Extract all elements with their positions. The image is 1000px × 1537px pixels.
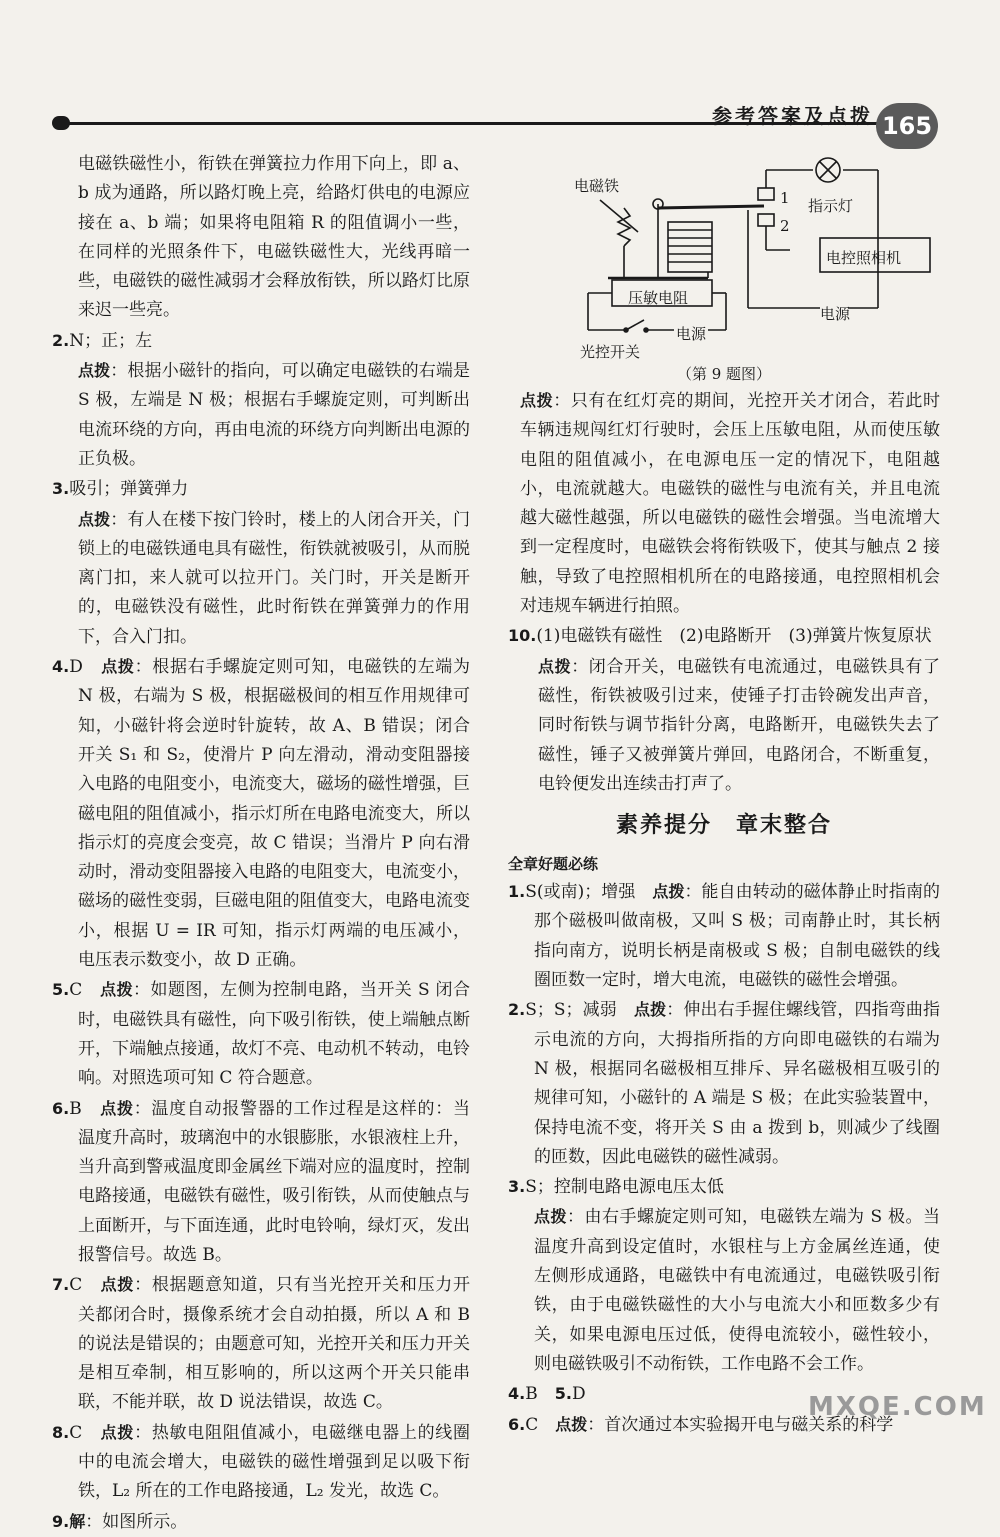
circuit-figure — [508, 150, 940, 361]
answer-number: 4. — [508, 1384, 526, 1404]
site-watermark: MXQE.COM — [808, 1392, 987, 1422]
answer-text: D — [69, 657, 83, 678]
tip-label: 点拨 — [538, 656, 572, 676]
tip-text: ：由右手螺旋定则可知，电磁铁左端为 S 极。当温度升高到设定值时，水银柱与上方金属丝连通，使左侧形成通路，电磁铁中有电流通过，电磁铁吸引衔铁，由于电磁铁磁性的大小与电流大小和匝数多少有关，如果电源电压过低，使得电流较小，磁性较小，则电磁铁吸引不动衔铁，工作电路不会工作。 — [534, 1207, 940, 1374]
answer-text: C — [69, 1275, 83, 1296]
tip-label: 点拨 — [100, 1275, 135, 1295]
tip-text: ：温度自动报警器的工作过程是这样的：当温度升高时，玻璃泡中的水银膨胀，水银液柱上升，当升高到警戒温度即金属丝下端对应的温度时，控制电路接通，电磁铁有磁性，吸引衔铁，从而使触点与上面断开，与下面连通，此时电铃响，绿灯灭，发出报警信号。故选 B。 — [78, 1098, 470, 1265]
tip-label: 点拨 — [555, 1414, 588, 1434]
header-title: 参考答案及点拨 — [712, 104, 873, 128]
tip-text: ：首次通过本实验揭开电与磁关系的科学 — [587, 1414, 894, 1435]
lamp-label: 指示灯 — [808, 197, 854, 215]
tip-label: 点拨 — [100, 980, 134, 1000]
pressure-resistor-label: 压敏电阻 — [628, 289, 689, 307]
power-label-2: 电源 — [820, 305, 851, 323]
page-header — [0, 0, 1000, 150]
review-tip-3 — [508, 1202, 940, 1379]
review-answer-2 — [508, 995, 940, 1172]
tip-text: ：根据右手螺旋定则可知，电磁铁的左端为 N 极，右端为 S 极，根据磁极间的相互作用规律可知，小磁针将会逆时针旋转，故 A、B 错误；闭合开关 S₁ 和 S₂，使滑片 P 向左滑动，滑动变阻器接入电路的电阻变小，电流变大，磁场的磁性增强，巨磁电阻的阻值减小，指示灯所在电路电流变大，所以指示灯的亮度会变亮，故 C 错误；当滑片 P 向右滑动时，滑动变阻器接入电路的电阻变大，电流变小，磁场的磁性变弱，巨磁电阻的阻值变大，电路电流变小，根据 U = IR 可知，指示灯两端的电压减小，电压表示数变小，故 D 正确。 — [78, 657, 470, 971]
answer-number: 7. — [52, 1275, 70, 1295]
contact-1-label: 1 — [780, 189, 790, 207]
answer-text: C — [69, 980, 83, 1001]
answer-text: B — [69, 1098, 82, 1119]
tip-text: ：只有在红灯亮的期间，光控开关才闭合，若此时车辆违规闯红灯行驶时，会压上压敏电阻，从而使压敏电阻的阻值减小，在电源电压一定的情况下，电阻越小，电流就越大。电磁铁的磁性与电流有关，并且电流越大磁性越强，所以电磁铁的磁性会增强。当电流增大到一定程度时，电磁铁会将衔铁吸下，使其与触点 2 接触，导致了电控照相机所在的电路接通，电控照相机会对违规车辆进行拍照。 — [520, 391, 940, 617]
tip-text: ：有人在楼下按门铃时，楼上的人闭合开关，门锁上的电磁铁通电具有磁性，衔铁就被吸引，从而脱离门扣，来人就可以拉开门。关门时，开关是断开的，电磁铁没有磁性，此时衔铁在弹簧弹力的作用下，合入门扣。 — [78, 509, 470, 647]
tip-label: 点拨 — [652, 882, 685, 902]
tip-3 — [52, 505, 470, 652]
answer-text: N；正；左 — [69, 330, 153, 351]
tip-2 — [52, 356, 470, 474]
tip-label: 点拨 — [634, 1000, 667, 1020]
answer-number: 6. — [52, 1098, 70, 1118]
answer-5 — [52, 975, 470, 1093]
light-switch-label: 光控开关 — [580, 343, 641, 361]
answer-text: (1)电磁铁有磁性 (2)电路断开 (3)弹簧片恢复原状 — [536, 626, 932, 647]
answer-text: S(或南)；增强 — [525, 882, 636, 903]
section-title: 素养提分 章末整合 — [615, 813, 832, 839]
answer-number: 1. — [508, 882, 526, 902]
answer-2 — [52, 326, 470, 356]
review-answer-1 — [508, 877, 940, 995]
tip-label: 点拨 — [100, 1098, 134, 1118]
answer-text: 吸引；弹簧弹力 — [69, 479, 189, 500]
answer-10 — [508, 621, 940, 651]
answer-number: 9. — [52, 1511, 70, 1531]
tip-text: ：热敏电阻阻值减小，电磁继电器上的线圈中的电流会增大，电磁铁的磁性增强到足以吸下衔铁，L₂ 所在的工作电路接通，L₂ 发光，故选 C。 — [78, 1422, 470, 1502]
tip-label: 点拨 — [101, 657, 135, 677]
right-column — [508, 150, 940, 1440]
tip-text: ：如题图，左侧为控制电路，当开关 S 闭合时，电磁铁具有磁性，向下吸引衔铁，使上端触点断开，下端触点接通，故灯不亮、电动机不转动，电铃响。对照选项可知 C 符合题意。 — [78, 980, 471, 1089]
tip-label: 点拨 — [78, 509, 111, 529]
page-number: 165 — [876, 103, 938, 149]
answer-number: 5. — [52, 980, 70, 1000]
answer-number: 5. — [554, 1384, 572, 1404]
answer-text: B — [525, 1384, 538, 1405]
continued-answer: 电磁铁磁性小，衔铁在弹簧拉力作用下向上，即 a、b 成为通路，所以路灯晚上亮，给路灯供电的电源应接在 a、b 端；如果将电阻箱 R 的阻值调小一些，在同样的光照条件下，电磁铁磁性大，光线再暗一些，电磁铁的磁性减弱才会释放衔铁，所以路灯比原来迟一些亮。 — [78, 154, 470, 321]
tip-text: ：根据小磁针的指向，可以确定电磁铁的右端是 S 极，左端是 N 极；根据右手螺旋定则，可判断出电流环绕的方向，再由电流的环绕方向判断出电源的正负极。 — [78, 361, 470, 469]
camera-label: 电控照相机 — [826, 249, 902, 267]
answer-number: 6. — [508, 1414, 526, 1434]
tip-label: 点拨 — [78, 361, 111, 381]
solution-label: 解 — [69, 1511, 86, 1531]
tip-9 — [508, 386, 940, 621]
answer-number: 8. — [52, 1422, 70, 1442]
answer-text: ：如图所示。 — [85, 1511, 188, 1532]
tip-text: ：闭合开关，电磁铁有电流通过，电磁铁具有了磁性，衔铁被吸引过来，使锤子打击铃碗发出声音，同时衔铁与调节指针分离，电路断开，电磁铁失去了磁性，锤子又被弹簧片弹回，电路闭合，不断重复，电铃便发出连续击打声了。 — [538, 656, 940, 794]
answer-number: 4. — [52, 657, 70, 677]
answer-9 — [52, 1507, 470, 1537]
answer-3 — [52, 474, 470, 504]
tip-text: ：伸出右手握住螺线管，四指弯曲指示电流的方向，大拇指所指的方向即电磁铁的右端为 N 极，根据同名磁极相互排斥、异名磁极相互吸引的规律可知，小磁针的 A 端是 S 极；在此实验装置中，保持电流不变，将开关 S 由 a 拨到 b，则减少了线圈的匝数，因此电磁铁的磁性减弱。 — [534, 1000, 941, 1167]
electromagnet-label: 电磁铁 — [574, 177, 620, 195]
answer-text: D — [571, 1384, 586, 1405]
figure-caption: （第 9 题图） — [676, 365, 772, 383]
review-answer-3 — [508, 1172, 940, 1202]
answer-7 — [52, 1270, 470, 1417]
tip-label: 点拨 — [534, 1207, 568, 1227]
answer-number: 3. — [52, 479, 70, 499]
answer-text: C — [525, 1414, 539, 1435]
answer-number: 3. — [508, 1177, 526, 1197]
tip-label: 点拨 — [520, 391, 554, 410]
tip-10 — [508, 652, 940, 799]
tip-text: ：能自由转动的磁体静止时指南的那个磁极叫做南极，又叫 S 极；司南静止时，其长柄指向南方，说明长柄是南极或 S 极；自制电磁铁的线圈匝数一定时，增大电流，电磁铁的磁性会增强。 — [534, 882, 940, 991]
answer-text: S；控制电路电源电压太低 — [525, 1177, 724, 1198]
answer-4 — [52, 652, 470, 975]
answer-text: S；S；减弱 — [525, 1000, 617, 1021]
answer-6 — [52, 1094, 470, 1271]
answer-number: 10. — [508, 626, 537, 646]
answer-number: 2. — [508, 1000, 526, 1020]
contact-2-label: 2 — [780, 217, 790, 235]
answer-text: C — [69, 1422, 83, 1443]
tip-label: 点拨 — [100, 1422, 135, 1442]
power-label-1: 电源 — [676, 325, 707, 343]
sub-title: 全章好题必练 — [508, 855, 599, 874]
answer-number: 2. — [52, 330, 70, 350]
answer-8 — [52, 1418, 470, 1507]
tip-text: ：根据题意知道，只有当光控开关和压力开关都闭合时，摄像系统才会自动拍摄，所以 A 和 B 的说法是错误的；由题意可知，光控开关和压力开关是相互牵制，相互影响的，所以这两个开关只能串联，不能并联，故 D 说法错误，故选 C。 — [78, 1275, 470, 1413]
left-column — [52, 150, 470, 1537]
